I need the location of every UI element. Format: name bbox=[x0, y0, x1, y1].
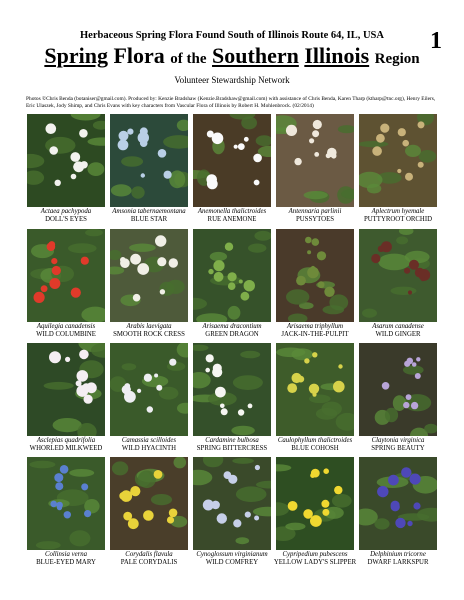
species-card bbox=[193, 229, 271, 341]
species-photo bbox=[359, 229, 437, 322]
scientific-name: Cardamine bulbosa bbox=[205, 437, 259, 444]
species-card bbox=[276, 114, 354, 226]
title-word-flora: Flora bbox=[113, 43, 165, 68]
scientific-name: Aquilegia canadensis bbox=[36, 323, 96, 330]
species-card bbox=[27, 343, 105, 455]
scientific-name: Actaea pachypoda bbox=[40, 208, 92, 215]
scientific-name: Antennaria parlinii bbox=[288, 208, 342, 215]
species-photo bbox=[27, 229, 105, 322]
species-card bbox=[27, 457, 105, 569]
title-word-region: Region bbox=[374, 51, 420, 67]
species-card bbox=[276, 229, 354, 341]
title-word-southern: Southern bbox=[212, 43, 299, 68]
species-card bbox=[193, 457, 271, 569]
species-card bbox=[110, 343, 188, 455]
scientific-name: Cypripedium pubescens bbox=[282, 551, 348, 558]
common-name: WILD HYACINTH bbox=[121, 445, 177, 452]
scientific-name: Arisaema dracontium bbox=[202, 323, 262, 330]
page-title bbox=[22, 43, 442, 72]
species-card bbox=[359, 343, 437, 455]
species-card bbox=[359, 114, 437, 226]
common-name: DWARF LARKSPUR bbox=[367, 559, 429, 566]
species-photo bbox=[359, 457, 437, 550]
title-word-of-the: of the bbox=[170, 51, 207, 67]
common-name: WILD COLUMBINE bbox=[36, 331, 96, 338]
species-photo bbox=[27, 457, 105, 550]
scientific-name: Asclepias quadrifolia bbox=[36, 437, 96, 444]
species-card bbox=[273, 457, 357, 569]
header bbox=[22, 18, 442, 85]
scientific-name: Caulophyllum thalictroides bbox=[277, 437, 353, 444]
scientific-name: Collinsia verna bbox=[44, 551, 88, 558]
common-name: SMOOTH ROCK CRESS bbox=[113, 331, 185, 338]
common-name: WILD COMFREY bbox=[205, 559, 259, 566]
species-photo bbox=[276, 457, 354, 550]
species-card bbox=[27, 229, 105, 341]
page-number: 1 bbox=[430, 28, 442, 54]
species-photo bbox=[276, 343, 354, 436]
species-card bbox=[276, 343, 354, 455]
scientific-name: Cynoglossum virginianum bbox=[196, 551, 268, 558]
subtitle: Volunteer Stewardship Network bbox=[174, 75, 290, 85]
common-name: WILD GINGER bbox=[375, 331, 421, 338]
scientific-name: Arabis laevigata bbox=[126, 323, 172, 330]
species-photo bbox=[110, 457, 188, 550]
scientific-name: Asarum canadense bbox=[372, 323, 424, 330]
common-name: YELLOW LADY'S SLIPPER bbox=[273, 559, 357, 566]
species-card bbox=[359, 229, 437, 341]
species-card bbox=[27, 114, 105, 226]
common-name: SPRING BEAUTY bbox=[371, 445, 425, 452]
species-photo bbox=[193, 114, 271, 207]
species-photo bbox=[110, 114, 188, 207]
common-name: PALE CORYDALIS bbox=[120, 559, 178, 566]
species-photo bbox=[27, 343, 105, 436]
species-photo bbox=[359, 343, 437, 436]
scientific-name: Arisaema triphyllum bbox=[286, 323, 344, 330]
common-name: RUE ANEMONE bbox=[207, 216, 257, 223]
common-name: DOLL'S EYES bbox=[45, 216, 87, 223]
scientific-name: Delphinium tricorne bbox=[370, 551, 426, 558]
species-photo bbox=[110, 229, 188, 322]
species-photo bbox=[276, 114, 354, 207]
scientific-name: Claytonia virginica bbox=[371, 437, 425, 444]
top-line: Herbaceous Spring Flora Found South of Illinois Route 64, IL, USA bbox=[80, 30, 384, 41]
common-name: WHORLED MILKWEED bbox=[29, 445, 103, 452]
common-name: GREEN DRAGON bbox=[205, 331, 259, 338]
scientific-name: Camassia scilloides bbox=[121, 437, 177, 444]
species-photo bbox=[193, 343, 271, 436]
species-card bbox=[110, 114, 188, 226]
species-card bbox=[359, 457, 437, 569]
species-card bbox=[193, 343, 271, 455]
species-photo bbox=[193, 229, 271, 322]
common-name: JACK-IN-THE-PULPIT bbox=[281, 331, 349, 338]
title-word-spring: Spring bbox=[44, 43, 108, 68]
common-name: BLUE STAR bbox=[130, 216, 168, 223]
scientific-name: Aplectrum hyemale bbox=[371, 208, 425, 215]
scientific-name: Corydalis flavula bbox=[125, 551, 173, 558]
scientific-name: Amsonia tabernaemontana bbox=[112, 208, 186, 215]
common-name: BLUE-EYED MARY bbox=[36, 559, 96, 566]
common-name: SPRING BITTERCRESS bbox=[196, 445, 268, 452]
species-photo bbox=[193, 457, 271, 550]
species-card bbox=[110, 229, 188, 341]
species-card bbox=[193, 114, 271, 226]
species-photo bbox=[27, 114, 105, 207]
species-card bbox=[110, 457, 188, 569]
scientific-name: Anemonella thalictroides bbox=[197, 208, 267, 215]
common-name: PUSSYTOES bbox=[295, 216, 335, 223]
species-photo bbox=[276, 229, 354, 322]
species-photo bbox=[110, 343, 188, 436]
title-word-illinois: Illinois bbox=[304, 43, 370, 68]
common-name: PUTTYROOT ORCHID bbox=[363, 216, 433, 223]
credits: Photos ©Chris Benda (botaniser@gmail.com). Produced by: Kenzie Bradshaw (Kenzie.Bradshaw@gmail.com) with assistance of Chris Benda, Karen Tharp (ktharp@tnc.org), Henry Eilers, Eric Ulaszek, Jody Shimp, and Chris Evans with key characters from Vascular Flora of Illinois by Robert H. Mohlenbrock. (02/2014) bbox=[26, 96, 436, 109]
species-photo bbox=[359, 114, 437, 207]
common-name: BLUE COHOSH bbox=[291, 445, 339, 452]
